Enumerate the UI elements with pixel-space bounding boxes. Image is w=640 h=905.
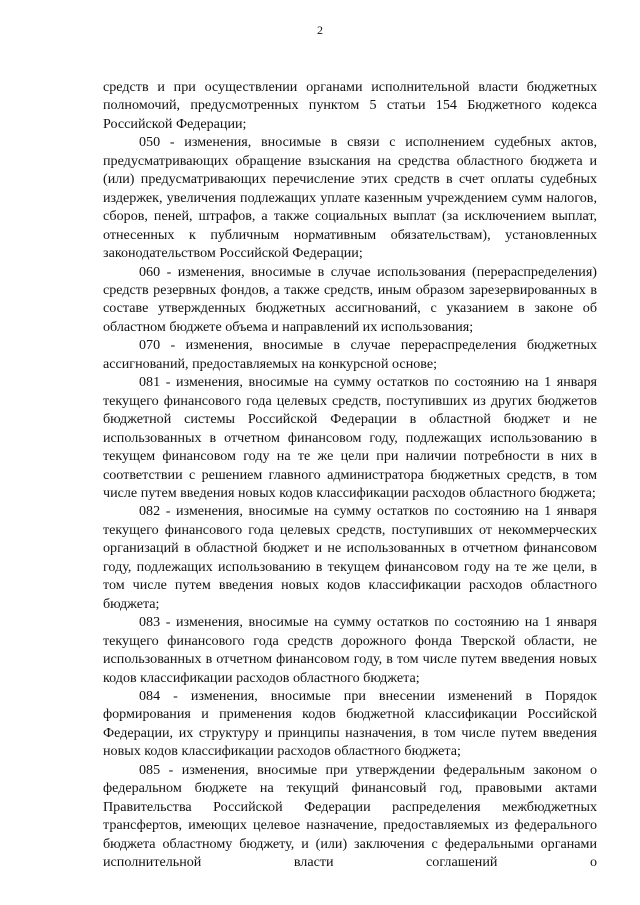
paragraph-085: 085 - изменения, вносимые при утверждении федеральным законом о федеральном бюджете на текущий финансовый год, правовыми актами Правительства Российской Федерации распределения межбюджетных трансфертов, имеющих целевое назначение, предоставляемых из федерального бюджета областному бюджету, и (или) заключения с федеральными органами исполнительной власти соглашений о — [103, 761, 597, 871]
page-number: 2 — [317, 23, 323, 37]
paragraph-050: 050 - изменения, вносимые в связи с исполнением судебных актов, предусматривающих обращение взыскания на средства областного бюджета и (или) предусматривающих перечисление этих средств в счет оплаты судебных издержек, увеличения подлежащих уплате казенным учреждением сумм налогов, сборов, пеней, штрафов, а также социальных выплат (за исключением выплат, отнесенных к публичным нормативным обязательствам), установленных законодательством Российской Федерации; — [103, 134, 597, 262]
paragraph-081: 081 - изменения, вносимые на сумму остатков по состоянию на 1 января текущего финансового года целевых средств, поступивших из других бюджетов бюджетной системы Российской Федерации в областной бюджет и не использованных в отчетном финансовом году, подлежащих использованию в текущем финансовом году на те же цели при наличии потребности в них в соответствии с решением главного администратора бюджетных средств, в том числе путем введения новых кодов классификации расходов областного бюджета; — [103, 374, 597, 501]
paragraph-060: 060 - изменения, вносимые в случае использования (перераспределения) средств резервных фондов, а также средств, иным образом зарезервированных в составе утвержденных бюджетных ассигнований, с указанием в законе об областном бюджете объема и направлений их использования; — [103, 263, 597, 335]
paragraph-083: 083 - изменения, вносимые на сумму остатков по состоянию на 1 января текущего финансового года средств дорожного фонда Тверской области, не использованных в отчетном финансовом году, в том числе путем введения новых кодов классификации расходов областного бюджета; — [103, 614, 597, 686]
document-body — [103, 78, 597, 871]
paragraph-070: 070 - изменения, вносимые в случае перераспределения бюджетных ассигнований, предоставляемых на конкурсной основе; — [103, 337, 597, 372]
paragraph-082: 082 - изменения, вносимые на сумму остатков по состоянию на 1 января текущего финансового года целевых средств, поступивших от некоммерческих организаций в областной бюджет и не использованных в отчетном финансовом году, подлежащих использованию в текущем финансовом году на те же цели, в том числе путем введения новых кодов классификации расходов областного бюджета; — [103, 503, 597, 612]
paragraph-084: 084 - изменения, вносимые при внесении изменений в Порядок формирования и применения кодов бюджетной классификации Российской Федерации, их структуру и принципы назначения, в том числе путем введения новых кодов классификации расходов областного бюджета; — [103, 687, 597, 760]
paragraph-intro: средств и при осуществлении органами исполнительной власти бюджетных полномочий, предусмотренных пунктом 5 статьи 154 Бюджетного кодекса Российской Федерации; — [103, 79, 597, 132]
